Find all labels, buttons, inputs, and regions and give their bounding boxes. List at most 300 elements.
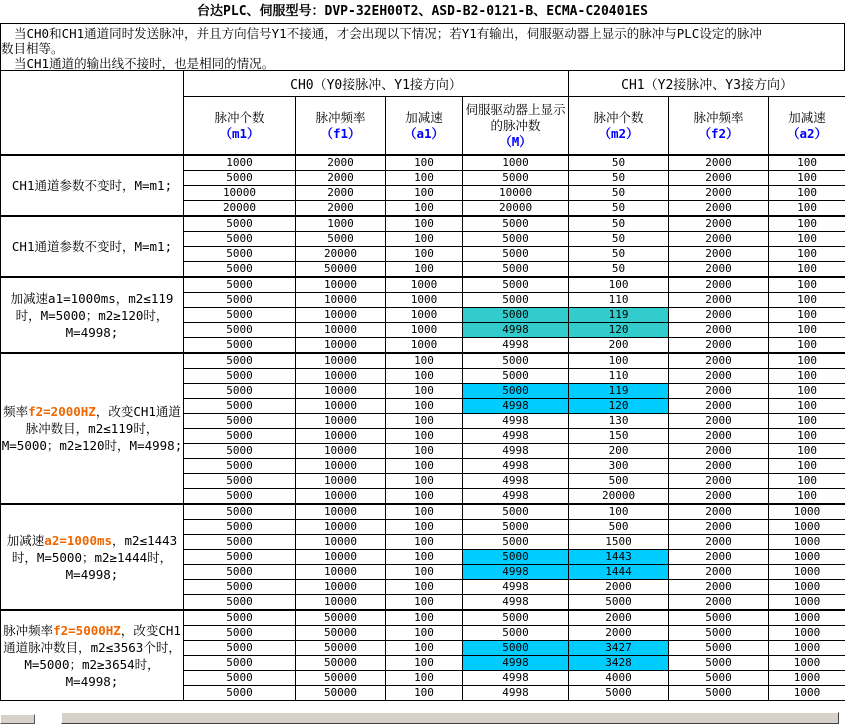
table-cell: 2000 — [669, 399, 769, 414]
label-segment: 加减速a1=1000ms，m2≤119时，M=5000；m2≥120时，M=4998; — [10, 290, 174, 340]
table-cell: 10000 — [296, 474, 386, 489]
page-title: 台达PLC、伺服型号：DVP-32EH00T2、ASD-B2-0121-B、ECMA-C20401ES — [197, 4, 648, 19]
table-cell: 20000 — [463, 201, 569, 217]
note-line: 当CH1通道的输出线不接时，也是相同的情况。 — [14, 56, 275, 71]
table-cell: 5000 — [184, 489, 296, 505]
table-cell: 100 — [386, 610, 463, 626]
table-cell: 50 — [569, 171, 669, 186]
table-cell: 100 — [386, 626, 463, 641]
table-cell: 100 — [769, 414, 845, 429]
table-cell: 5000 — [184, 414, 296, 429]
table-cell: 2000 — [296, 155, 386, 171]
table-cell: 5000 — [184, 429, 296, 444]
table-cell: 4998 — [463, 444, 569, 459]
table-cell: 10000 — [296, 277, 386, 293]
table-cell: 200 — [569, 338, 669, 354]
col-title: 加减速 — [405, 109, 443, 125]
table-cell: 5000 — [184, 353, 296, 369]
table-cell: 1000 — [184, 155, 296, 171]
table-cell: 1000 — [769, 550, 845, 565]
table-cell: 50 — [569, 186, 669, 201]
label-segment: ，改变CH1通道脉冲数目，m2≤119时，M=5000；m2≥120时，M=4998; — [1, 404, 183, 453]
table-cell: 1000 — [769, 656, 845, 671]
table-cell: 5000 — [184, 535, 296, 550]
table-cell: 100 — [769, 262, 845, 278]
table-cell: 2000 — [669, 171, 769, 186]
table-cell: 2000 — [669, 186, 769, 201]
table-cell: 1000 — [296, 216, 386, 232]
note-line: 数目相等。 — [1, 41, 64, 56]
table-cell: 100 — [769, 353, 845, 369]
table-cell: 1000 — [386, 277, 463, 293]
table-cell: 100 — [386, 247, 463, 262]
table-cell: 10000 — [296, 414, 386, 429]
table-cell: 4998 — [463, 565, 569, 580]
table-cell: 10000 — [296, 565, 386, 580]
row-group-label — [1, 277, 184, 353]
table-cell: 100 — [769, 369, 845, 384]
table-cell: 130 — [569, 414, 669, 429]
table-cell: 100 — [386, 186, 463, 201]
label-segment: f2=2000HZ — [28, 404, 96, 419]
table-cell: 2000 — [296, 186, 386, 201]
table-cell: 10000 — [296, 489, 386, 505]
table-cell: 5000 — [184, 459, 296, 474]
table-cell: 100 — [386, 474, 463, 489]
row-group-label — [1, 155, 184, 216]
table-cell: 5000 — [184, 247, 296, 262]
table-cell: 10000 — [296, 504, 386, 520]
table-cell: 1500 — [569, 535, 669, 550]
table-cell: 50000 — [296, 262, 386, 278]
table-cell: 10000 — [184, 186, 296, 201]
table-cell: 100 — [569, 277, 669, 293]
table-cell: 2000 — [669, 247, 769, 262]
table-cell: 100 — [769, 293, 845, 308]
table-row — [1, 353, 845, 369]
table-cell: 5000 — [463, 369, 569, 384]
table-cell: 4998 — [463, 580, 569, 595]
table-cell: 4998 — [463, 338, 569, 354]
table-cell: 5000 — [184, 656, 296, 671]
note-line: 当CH0和CH1通道同时发送脉冲，并且方向信号Y1不接通，才会出现以下情况；若Y1有输出，伺服驱动器上显示的脉冲与PLC设定的脉冲 — [14, 26, 762, 41]
table-cell: 100 — [769, 459, 845, 474]
table-cell: 100 — [386, 429, 463, 444]
table-cell: 100 — [769, 323, 845, 338]
col-title: 脉冲频率 — [693, 109, 744, 125]
table-cell: 5000 — [184, 686, 296, 701]
table-cell: 5000 — [463, 550, 569, 565]
table-cell: 50000 — [296, 671, 386, 686]
table-cell: 100 — [769, 232, 845, 247]
table-cell: 5000 — [463, 353, 569, 369]
table-cell: 5000 — [669, 686, 769, 701]
table-cell: 1000 — [769, 626, 845, 641]
table-cell: 5000 — [184, 671, 296, 686]
label-segment: CH1通道参数不变时，M=m1; — [11, 178, 173, 193]
table-cell: 100 — [386, 550, 463, 565]
table-cell: 100 — [769, 201, 845, 217]
table-cell: 50 — [569, 216, 669, 232]
table-cell: 10000 — [296, 338, 386, 354]
table-cell: 100 — [386, 399, 463, 414]
table-cell: 5000 — [463, 520, 569, 535]
table-cell: 10000 — [463, 186, 569, 201]
table-cell: 100 — [386, 171, 463, 186]
table-cell: 1000 — [769, 595, 845, 611]
table-cell: 5000 — [463, 262, 569, 278]
table-cell: 4998 — [463, 489, 569, 505]
table-cell: 100 — [769, 155, 845, 171]
col-header-a1 — [386, 97, 463, 156]
table-cell: 5000 — [184, 232, 296, 247]
table-row — [1, 610, 845, 626]
table-cell: 10000 — [296, 399, 386, 414]
col-param: （f2） — [698, 125, 739, 141]
table-cell: 2000 — [569, 580, 669, 595]
table-cell: 2000 — [669, 444, 769, 459]
col-param: （M） — [499, 133, 532, 149]
table-cell: 110 — [569, 369, 669, 384]
table-cell: 3428 — [569, 656, 669, 671]
table-cell: 5000 — [669, 641, 769, 656]
table-cell: 1000 — [386, 323, 463, 338]
table-cell: 200 — [569, 444, 669, 459]
table-cell: 50000 — [296, 610, 386, 626]
corner-cell — [1, 71, 184, 156]
table-cell: 100 — [769, 171, 845, 186]
table-cell: 2000 — [669, 293, 769, 308]
col-header-m1 — [184, 97, 296, 156]
table-cell: 1000 — [769, 504, 845, 520]
table-cell: 2000 — [669, 429, 769, 444]
table-cell: 500 — [569, 520, 669, 535]
table-cell: 20000 — [184, 201, 296, 217]
table-cell: 5000 — [463, 277, 569, 293]
table-cell: 100 — [386, 384, 463, 399]
table-cell: 10000 — [296, 520, 386, 535]
table-cell: 2000 — [669, 323, 769, 338]
table-cell: 100 — [769, 338, 845, 354]
table-cell: 100 — [769, 399, 845, 414]
table-cell: 10000 — [296, 595, 386, 611]
table-cell: 5000 — [184, 369, 296, 384]
table-cell: 5000 — [184, 399, 296, 414]
table-cell: 5000 — [184, 550, 296, 565]
col-header-M — [463, 97, 569, 156]
table-cell: 5000 — [184, 262, 296, 278]
table-cell: 4998 — [463, 399, 569, 414]
table-cell: 2000 — [669, 201, 769, 217]
table-cell: 5000 — [463, 308, 569, 323]
col-header-f2 — [669, 97, 769, 156]
table-cell: 100 — [769, 474, 845, 489]
table-cell: 5000 — [184, 626, 296, 641]
table-cell: 100 — [386, 444, 463, 459]
table-cell: 2000 — [669, 489, 769, 505]
table-cell: 2000 — [669, 369, 769, 384]
table-cell: 2000 — [669, 414, 769, 429]
table-cell: 10000 — [296, 444, 386, 459]
col-title: 脉冲频率 — [315, 109, 366, 125]
table-cell: 5000 — [296, 232, 386, 247]
table-cell: 4998 — [463, 686, 569, 701]
table-cell: 5000 — [184, 641, 296, 656]
table-cell: 100 — [769, 308, 845, 323]
table-cell: 100 — [386, 155, 463, 171]
table-cell: 5000 — [463, 384, 569, 399]
table-cell: 5000 — [184, 595, 296, 611]
table-cell: 4998 — [463, 459, 569, 474]
table-cell: 4998 — [463, 323, 569, 338]
table-cell: 100 — [769, 277, 845, 293]
table-cell: 50 — [569, 155, 669, 171]
table-cell: 2000 — [296, 201, 386, 217]
table-cell: 5000 — [184, 474, 296, 489]
table-cell: 5000 — [463, 232, 569, 247]
table-cell: 100 — [386, 520, 463, 535]
table-cell: 1000 — [463, 155, 569, 171]
table-cell: 100 — [386, 656, 463, 671]
table-cell: 5000 — [184, 444, 296, 459]
table-cell: 50000 — [296, 641, 386, 656]
tab-split-box[interactable] — [0, 714, 35, 724]
table-cell: 4998 — [463, 414, 569, 429]
table-cell: 100 — [386, 504, 463, 520]
table-cell: 150 — [569, 429, 669, 444]
col-param: （a1） — [403, 125, 445, 141]
table-cell: 10000 — [296, 369, 386, 384]
table-cell: 100 — [769, 384, 845, 399]
data-table-body — [1, 155, 845, 701]
table-cell: 100 — [386, 216, 463, 232]
table-cell: 3427 — [569, 641, 669, 656]
table-cell: 300 — [569, 459, 669, 474]
table-cell: 1443 — [569, 550, 669, 565]
table-cell: 1000 — [769, 565, 845, 580]
table-cell: 1000 — [769, 671, 845, 686]
table-cell: 5000 — [569, 595, 669, 611]
table-cell: 5000 — [463, 247, 569, 262]
table-cell: 100 — [769, 247, 845, 262]
table-cell: 5000 — [184, 323, 296, 338]
table-cell: 100 — [769, 186, 845, 201]
row-group-label — [1, 504, 184, 610]
table-cell: 5000 — [669, 610, 769, 626]
table-cell: 5000 — [463, 171, 569, 186]
table-cell: 50 — [569, 232, 669, 247]
col-param: （m2） — [598, 125, 639, 141]
table-cell: 100 — [386, 232, 463, 247]
table-cell: 100 — [386, 489, 463, 505]
table-cell: 120 — [569, 323, 669, 338]
table-cell: 100 — [386, 641, 463, 656]
pulse-table — [0, 70, 845, 701]
table-cell: 10000 — [296, 459, 386, 474]
table-cell: 5000 — [463, 535, 569, 550]
table-cell: 5000 — [184, 293, 296, 308]
table-cell: 2000 — [569, 626, 669, 641]
table-row — [1, 216, 845, 232]
table-cell: 100 — [386, 262, 463, 278]
table-cell: 1000 — [769, 610, 845, 626]
table-cell: 1000 — [386, 338, 463, 354]
col-param: （m1） — [219, 125, 260, 141]
table-cell: 100 — [769, 489, 845, 505]
table-cell: 10000 — [296, 429, 386, 444]
table-cell: 2000 — [669, 504, 769, 520]
table-cell: 5000 — [184, 504, 296, 520]
table-cell: 5000 — [463, 293, 569, 308]
table-cell: 10000 — [296, 384, 386, 399]
table-cell: 100 — [386, 459, 463, 474]
table-cell: 2000 — [669, 459, 769, 474]
col-header-a2 — [769, 97, 845, 156]
table-cell: 10000 — [296, 550, 386, 565]
table-cell: 5000 — [669, 656, 769, 671]
table-cell: 1444 — [569, 565, 669, 580]
table-cell: 5000 — [184, 610, 296, 626]
row-group-label — [1, 610, 184, 701]
table-cell: 50 — [569, 262, 669, 278]
table-cell: 5000 — [184, 171, 296, 186]
col-title: 脉冲个数 — [593, 109, 644, 125]
table-cell: 5000 — [184, 338, 296, 354]
table-cell: 2000 — [669, 353, 769, 369]
table-cell: 100 — [769, 429, 845, 444]
table-cell: 50000 — [296, 686, 386, 701]
table-cell: 5000 — [463, 626, 569, 641]
table-cell: 2000 — [669, 535, 769, 550]
table-cell: 50000 — [296, 656, 386, 671]
col-title: 脉冲个数 — [214, 109, 265, 125]
table-cell: 1000 — [769, 520, 845, 535]
col-header-f1 — [296, 97, 386, 156]
table-cell: 119 — [569, 384, 669, 399]
table-cell: 100 — [386, 686, 463, 701]
table-cell: 100 — [569, 353, 669, 369]
table-cell: 4998 — [463, 429, 569, 444]
label-segment: ，m2≤1443时，M=5000；m2≥1444时，M=4998; — [11, 532, 178, 582]
table-cell: 2000 — [669, 520, 769, 535]
table-cell: 10000 — [296, 580, 386, 595]
table-cell: 100 — [386, 671, 463, 686]
table-cell: 1000 — [386, 293, 463, 308]
table-cell: 4998 — [463, 671, 569, 686]
table-cell: 1000 — [769, 686, 845, 701]
table-cell: 4998 — [463, 474, 569, 489]
table-cell: 5000 — [463, 641, 569, 656]
table-cell: 2000 — [669, 262, 769, 278]
table-cell: 10000 — [296, 308, 386, 323]
table-cell: 10000 — [296, 323, 386, 338]
table-row — [1, 155, 845, 171]
table-cell: 100 — [386, 353, 463, 369]
table-cell: 5000 — [669, 626, 769, 641]
row-group-label — [1, 216, 184, 277]
table-cell: 1000 — [769, 641, 845, 656]
table-cell: 5000 — [463, 216, 569, 232]
table-cell: 4998 — [463, 595, 569, 611]
table-cell: 20000 — [569, 489, 669, 505]
table-cell: 2000 — [296, 171, 386, 186]
table-cell: 2000 — [669, 308, 769, 323]
label-segment: 脉冲频率 — [3, 622, 54, 638]
table-cell: 5000 — [184, 308, 296, 323]
row-group-label — [1, 353, 184, 504]
table-cell: 120 — [569, 399, 669, 414]
label-segment: 频率 — [3, 404, 29, 419]
table-cell: 5000 — [669, 671, 769, 686]
table-cell: 100 — [386, 595, 463, 611]
table-cell: 100 — [386, 369, 463, 384]
table-cell: 500 — [569, 474, 669, 489]
label-segment: CH1通道参数不变时，M=m1; — [11, 239, 173, 254]
table-cell: 20000 — [296, 247, 386, 262]
col-param: （a2） — [787, 125, 828, 141]
table-cell: 2000 — [669, 277, 769, 293]
table-cell: 2000 — [669, 384, 769, 399]
table-cell: 2000 — [669, 338, 769, 354]
notes-block — [0, 23, 845, 70]
table-cell: 2000 — [669, 550, 769, 565]
table-cell: 10000 — [296, 353, 386, 369]
table-cell: 5000 — [463, 610, 569, 626]
table-cell: 5000 — [184, 216, 296, 232]
table-cell: 119 — [569, 308, 669, 323]
table-cell: 2000 — [669, 474, 769, 489]
table-cell: 5000 — [184, 384, 296, 399]
table-cell: 1000 — [769, 535, 845, 550]
table-cell: 2000 — [669, 595, 769, 611]
table-cell: 2000 — [669, 155, 769, 171]
table-cell: 50000 — [296, 626, 386, 641]
table-cell: 5000 — [184, 520, 296, 535]
label-segment: ，改变CH1通道脉冲数目，m2≤3563个时，M=5000；m2≥3654时，M=4998; — [3, 622, 181, 689]
horizontal-scrollbar[interactable] — [61, 712, 839, 724]
table-cell: 1000 — [769, 580, 845, 595]
table-cell: 100 — [769, 216, 845, 232]
table-cell: 5000 — [184, 565, 296, 580]
table-cell: 100 — [769, 444, 845, 459]
label-segment: f2=5000HZ — [53, 622, 121, 638]
table-cell: 50 — [569, 201, 669, 217]
table-cell: 100 — [386, 565, 463, 580]
table-cell: 4998 — [463, 656, 569, 671]
table-cell: 2000 — [669, 565, 769, 580]
table-cell: 100 — [386, 580, 463, 595]
label-segment: 加减速 — [6, 532, 45, 548]
table-cell: 2000 — [669, 232, 769, 247]
table-cell: 2000 — [669, 216, 769, 232]
table-cell: 5000 — [184, 580, 296, 595]
col-header-m2 — [569, 97, 669, 156]
table-cell: 100 — [386, 535, 463, 550]
group-header-ch0: CH0（Y0接脉冲、Y1接方向） — [184, 71, 569, 97]
table-cell: 110 — [569, 293, 669, 308]
table-cell: 100 — [386, 414, 463, 429]
table-cell: 50 — [569, 247, 669, 262]
table-cell: 100 — [569, 504, 669, 520]
table-cell: 4000 — [569, 671, 669, 686]
table-cell: 2000 — [569, 610, 669, 626]
table-cell: 10000 — [296, 293, 386, 308]
group-header-ch1: CH1（Y2接脉冲、Y3接方向） — [569, 71, 845, 97]
table-cell: 5000 — [569, 686, 669, 701]
table-row — [1, 277, 845, 293]
table-cell: 2000 — [669, 580, 769, 595]
table-cell: 10000 — [296, 535, 386, 550]
